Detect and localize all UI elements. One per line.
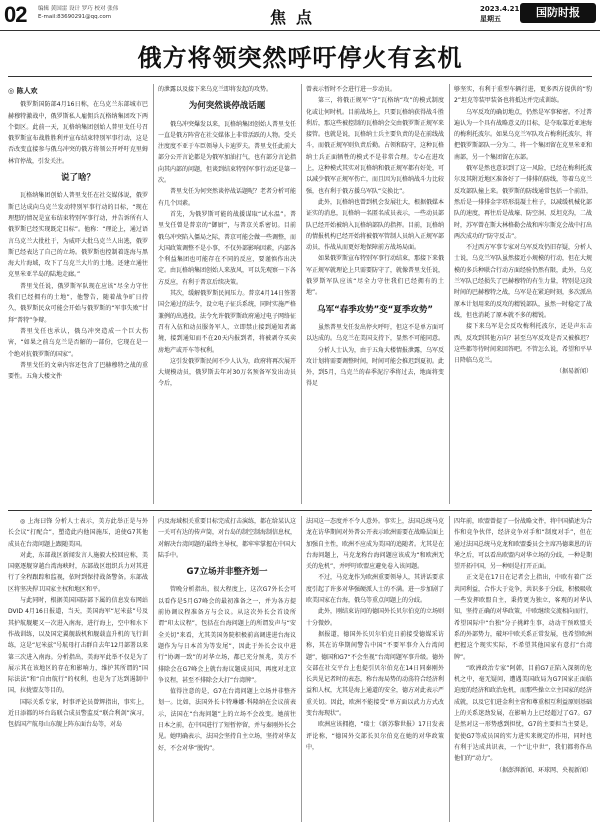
paragraph: 不过西方军事专家对乌军反攻仍旧存疑，分析人士说，乌克兰军队虽然接近小规模的行动，但在大规模的多兵种联合行动方面经验仍然有限，此外，乌克兰军队已经损失了巴赫穆特的有生力量，特别是这段时间的巴赫穆特之战，乌军是在紧迫时刻，多次派出原本计划用来的反攻的精锐部队，虽然一时稳定了战线，但也消耗了原本就不多的精锐。 xyxy=(454,244,592,319)
paragraph: 普里戈任为何突然谈停战话题呢？老者分析可能有几个因素。 xyxy=(158,188,296,207)
paragraph: 乌军反攻的确切地点，仍然是军事秘密。不过普遍认为一个具有战略意义的目标，是夺取靠近亚速海的梅利托波尔。如果乌克兰军队攻占梅利托波尔，将把俄罗斯部队一分为二，将一个集团留在克里米亚和南部，另一个集团留在东部。 xyxy=(454,108,592,161)
date-text: 2023.4.21 xyxy=(480,5,520,13)
paragraph: 与此同时，根据美国国防部下属的信息发布网站DVID 4月16日报道，当天，美国海军“尼米兹”号及其护航舰艇又一次进入南海，进行海上，空中和水下作战训练，以及国定翼舰载机和舰载直升机的飞行训练，这是“尼米兹”号航母打击群自去年12月部署以来第三次进入南海。分析指出，美海军此举不仅是为了展示其在该地区的存在和影响力，维护其所谓的“国际法法”和“自由航行”的权利，也是为了达到遏制中国，拉拢盟友等目的。 xyxy=(8,597,148,695)
article1-column-3 xyxy=(306,84,444,504)
source-credit: （据澎湃新闻、环球网、央视新闻） xyxy=(495,766,592,774)
subheading: 乌军“春季攻势”变“夏季攻势” xyxy=(317,304,433,315)
paragraph: 俄乌冲突爆发以来，瓦格纳集团创始人普里戈任一直是俄方阵营在社交媒体上非常活跃的人物。受关注度度不亚于车臣领导人卡迪罗夫。普里戈任此前大部分公开言论都是为俄军加油打气，也有部分言论指向其内部的问题，但谈到结束特别军事行动还是第一次。 xyxy=(158,120,296,185)
article2-column-3 xyxy=(306,516,444,822)
paragraph: 的泄露以及接下来乌克兰即将发起的攻势。 xyxy=(158,86,273,93)
paragraph: 此外，瓦格纳也曾到机会发展壮大，根据俄媒本证实的消息，瓦格纳一名匿名成员表示，一些动员部队已经开始被纳入瓦格纳部队的指挥。目前，瓦格纳的情报机构已经开始将被俄军管制人员纳入正规军部动员，作战从而更好地保障前方战场局面。 xyxy=(306,198,444,252)
paragraph: 其次，缓解俄罗斯民间压力。普京4月14日签署国会通过的法令，设立电子征兵系统，同时实施严格兼例的出逃投。法令允许俄罗斯政府通过电子网络征召有入伍和动员服务军人，立即禁止接到通知者离境，接到通知而不在20天内报到者，将被剥夺买卖房地产或开车等权利。 xyxy=(158,290,296,354)
staff-line: 编辑 黄国雷 设计 罗巧 校对 张伟 xyxy=(38,6,119,12)
paragraph: ◎ 上海曰锋 分析人士表示，美方此举正是与外长会议“打配合”，塑造此内他国施压，迫使G7其他成员在台湾问题上跟随美国。 xyxy=(8,518,148,548)
column-divider xyxy=(153,84,154,504)
article1-column-4 xyxy=(454,84,592,504)
paragraph: 分析人士认为，由于五角大楼情报泄露，乌军反攻计划将需要调整时间，时间可能会推迟到夏初。此外，到5月，乌克兰的春季泥泞季将过去，地面将变得足 xyxy=(306,346,444,388)
paragraph: 曾表示暂时不会进行进一步动员。 xyxy=(306,86,397,93)
paragraph: 普里戈任也承认，俄乌冲突造成一个巨大伤害，“如果之前乌克兰是否解的一部份，它现在是一个绝对抗俄罗斯的国家”。 xyxy=(8,327,148,358)
paragraph: 俄军是然也意识到了这一风险，已经在梅利托波尔及其附近地区准备好了一排排的防线，等着乌克兰反攻部队撞上来。俄罗斯的防线通常包括一个前沿，然后是一排排金字塔形混凝土柱子，以减缓机械化部队的速度，再往后是战壕、防空洞、反坦克沟，二战时，苏军曾在斯大林格勒会战和库尔斯克会战中打出两次成功的“防守反击”。 xyxy=(454,165,592,240)
paragraph: 正文是在17日在记者会上指出，中欧有着广泛共同利益，合作大于竞争，共识多于分歧，积极吸收一些发挥欧盟自主，秉持更为独立，客观的对华认知，坚持正确的对华政策，中欧继续交流相向而行，希望国际中“台独”分子挑衅生事，动动干预欧盟关系的外部势力，破坏中欧关系正常发展，也希望欧洲把握这个现实实际，不希望其他国家有意打“台湾牌”。 xyxy=(454,574,592,661)
paragraph: 欧洲应该拥抱，“瑞士《新苏黎世报》17日发表评论称，“德国外交部长贝尔伯克在她的对华政策中， xyxy=(306,721,444,751)
paragraph: 管晚分析指出，很大程度上，这次G7外长会可以看作是5月G7峰会的最初准备之一，并为各方提前协调议程准备方与会议。从这次外长会首设所谓“印太议程”，包括在台海问题上的所谓发声与“安全关切”来看，尤其美国务院积极前高调进进台海议题作为与日本首为等发尾”，因此于外长会议中进行“协调一致”的对华立场，都已充分预兆，美方不排除会在G7峰会上就台海议题成员国，再度对北京争议程，甚至不排除会大打“台湾牌”。 xyxy=(158,586,296,684)
article2-column-2 xyxy=(158,516,296,822)
masthead-logo: 国防时报 xyxy=(520,3,596,23)
subheading: 说了啥？ xyxy=(60,173,95,184)
subheading: G7立场并非整齐划一 xyxy=(186,567,268,578)
email-line: E-mail:83690291@qq.com xyxy=(38,14,112,20)
paragraph: 这引发俄罗斯民间不少人认为，政府将再次展开大规模动员，俄罗斯去年对30万名预备军发出动员令后， xyxy=(158,357,296,388)
byline: ◎ 陈人欢 xyxy=(8,87,38,95)
paragraph: 四年前，欧盟曾提了一份战略文件，将中国描述为合作和竞争伙伴，经济竞争对手和“制度对手”，但在通过法国总统马克龙和欧盟委员会主席冯德莱恩的访华之后，可以看出欧盟内对华立场的分歧，一种是期望开拓中国，另一种则是打开正面。 xyxy=(454,518,592,571)
staff-credits xyxy=(38,5,118,21)
subheading: 为何突然谈停战话题 xyxy=(188,101,266,112)
column-divider xyxy=(301,516,302,822)
paragraph: 虽然普里戈任发出停火呼吁，但这不是单方面可以达成的。乌克兰在美国支持下，显然不可能同意。 xyxy=(306,323,444,343)
paragraph: “欧洲政治专家”阿韩，目前G7正陷入深刻的危机之中，毫无疑问，遭遇美国政局为G7国家正面临迫度的经济和政治危机，而那些操立立主国家的经济成就，以及它们进金利主营和尊重相互利益原则基础上的关系迷劲发展，在影响力上已经超过了G7。G7是然对这一形势感到担忧，G7的主要担当主要是，促使G7等成员国的实力进实来规定的作用，同时也有利于达成共识表，一个“让中世”，我们都将作出他们的“动力”。 xyxy=(454,664,592,763)
weekday-text: 星期五 xyxy=(480,15,501,23)
article2-column-1 xyxy=(8,516,148,822)
paragraph: 据报道，德国外长贝尔伯克日前接受德媒采访称，其在访华期间警告中国“不要军事介入台湾问题”，德国和G7“不会坐视”台湾问题军事升级。德外交部在社交平台上也提引贝尔伯克在14日同秦刚外长共见记者时的表态，称台海局势的动荡符合经济利益和人权，尤其是海上通道的安全，德方对此表示严重关切。因此，欧洲不能接受“单方面以武力方式改变台海现状”。 xyxy=(306,630,444,718)
column-divider xyxy=(301,84,302,504)
paragraph: 此外，刚结束访问的德国外长贝尔伯克的立场则十分微妙。 xyxy=(306,608,444,627)
page-header xyxy=(0,0,600,31)
paragraph: 不过，马克龙作为欧洲重要领导人，其讲话要求度引起了许多对华强硬派人士的不满。进一步加剧了欧美国家在台海，俄乌等重点问题上的分歧。 xyxy=(306,574,444,605)
column-divider xyxy=(449,516,450,822)
source-credit: （据易新闻） xyxy=(555,368,592,376)
paragraph: 俄罗斯国防部4月16日称，在乌克兰东部城市巴赫穆特激战中，俄罗斯私人雇佣兵瓦格纳集团攻下两个街区。此前一天，瓦格纳集团创始人普里戈任号召俄罗斯宣布战胜胜利并宣布结束特别军事行动，这是否改变直接参与俄乌冲突的俄方将领公开呼吁克里姆林宫停战，引发关注。 xyxy=(8,101,148,165)
paragraph: 国际关系专家，时事评论员曾辉指出，事实上，近日添都的坏台岛联合成员警监反“联合利剑”演习，包括国产航母山东舰上阵东面台岛等，对岛 xyxy=(8,698,148,729)
paragraph: 普里戈任说，俄罗斯军队现在应该“尽全力守住我们已经拥有的土地”，他警告，随着战争旷日持久，俄罗斯民众可能会开始与俄罗斯的“军事失败”甘拜“普特”争辩。 xyxy=(8,282,148,324)
column-divider xyxy=(153,516,154,822)
page-number: 02 xyxy=(4,2,27,27)
section-title: 焦点 xyxy=(270,8,323,27)
paragraph: 内及海域相关重要目标完成打击演练，都在给某认这一关可有达的传声筒，对台岛的制空制海制信息权，对解决台湾问题的最终主导权，都牢牢掌握在中国大陆手中。 xyxy=(158,518,296,559)
paragraph: 普里戈任的文章内容还包含了巴赫穆特之战的重要性。五角大楼文件 xyxy=(8,361,148,381)
paragraph: 法国这一态度并不令人意外。事实上，法国总统马克龙在访华期间对外普公开表示欧洲需要在战略层面上加强自主性，欧洲不应成为美国的追随者。尤其是在台海问题上，马克龙称台海问题应该成为“和欧洲无关的危机”，并呼吁欧盟应避免卷入该问题。 xyxy=(306,518,444,571)
paragraph: 值得注意的是，G7在台湾问题上立场并非整齐划一。比如，法国外长卡特琳娜·科隆纳在会议前表示，法国在“台海问题”上的立场不会改变。她前往日本之前，在中国进行了短暂停留，并与秦刚外长会见。她明确表示，法国会坚持自主立场，坚持对华友好，不会对华“脱钩”。 xyxy=(158,688,296,752)
paragraph: 第三，将俄正规军“守”瓦格纳“攻”的模式制度化或让何时机。目前战场上，只要瓦格纳获得战斗胜利后，那这些被控制的瓦格纳会交由俄罗斯正规军来接管。也就是说，瓦格纳士兵主要负责的是在前线战斗，而俄正规军则负责后勤。占领和防守，这种瓦格纳士兵正面牺牲的模式不是非常合理。专心在进攻上，这种模式其实对瓦格纳和俄正规军都有好处，可以减少俄军正规军伤亡，而且因为瓦格纳战斗力比较强，也有利于俄方援乌军队“交换比”。 xyxy=(306,97,444,195)
paragraph: 够坚实，有利于重型车辆行进，更多西方提供的“豹2”坦克等装甲装备也将抵达并完成训练。 xyxy=(454,86,592,105)
article-headline: 俄方将领突然呼吁停火有玄机 xyxy=(137,44,463,72)
column-divider xyxy=(449,84,450,504)
article1-column-2 xyxy=(158,84,296,504)
article1-column-1 xyxy=(8,84,148,504)
article2-column-4 xyxy=(454,516,592,822)
headline-rule xyxy=(8,76,592,77)
paragraph: 如果俄罗斯宣布特别军事行动结束，那接下来俄军正规军就理论上只需要防守了，就像普里戈任说，俄罗斯军队应该“尽全力守住我们已经拥有的土地”。 xyxy=(306,255,444,297)
paragraph: 接下来乌军是会反攻梅利托波尔，还是声东击西，反攻到其他方向？甚至乌军反攻是否又被推迟？这些都等待时间来回答吧。不管怎么说，希望和平早日降临乌克兰。 xyxy=(454,323,592,365)
article-separator xyxy=(8,510,592,511)
paragraph: 对此，东部战区新闻发言人施毅大校回应称，美国驱逐舰穿越台湾海峡时，东部战区组织兵力对其进行了全程跟踪和监视，依时到保持战备警备。东部战区将坚决捍卫国家主权和地区和平。 xyxy=(8,551,148,593)
paragraph: 瓦格纳集团创始人普里戈任在社交媒体说，俄罗斯已达成向乌克兰发动特别军事行动的目标，“现在理想的情况是宣布结束特别军事行动，并告诉所有人俄罗斯已经实现既定目标”。他称：“理论上，通过语言乌克兰大批杜于，为威吓大批乌克兰人出逃，俄罗斯已经表达了自己的立场。俄罗斯也控制着连海与黑海大片海域，攻下了乌克兰大片的土地。还建立通往克里米亚半岛的陆地走廊。” xyxy=(8,192,148,279)
paragraph: 首先，为俄罗斯可能的战援谋取“试水温”。普里戈任曾是普京的“御厨”，与普京关系密切。目前俄乌冲突陷入僵局之际，普京可能会做一些调整，而大国政策调整不是小事，不仅外部影响因素，内部各个利益集团也可能存在不同的反应，要谨慎作出决定。由瓦格纳集团创始人来放风，可以先观察一下各方反应，有利于普京后续决策。 xyxy=(158,210,296,286)
issue-date xyxy=(480,4,519,24)
